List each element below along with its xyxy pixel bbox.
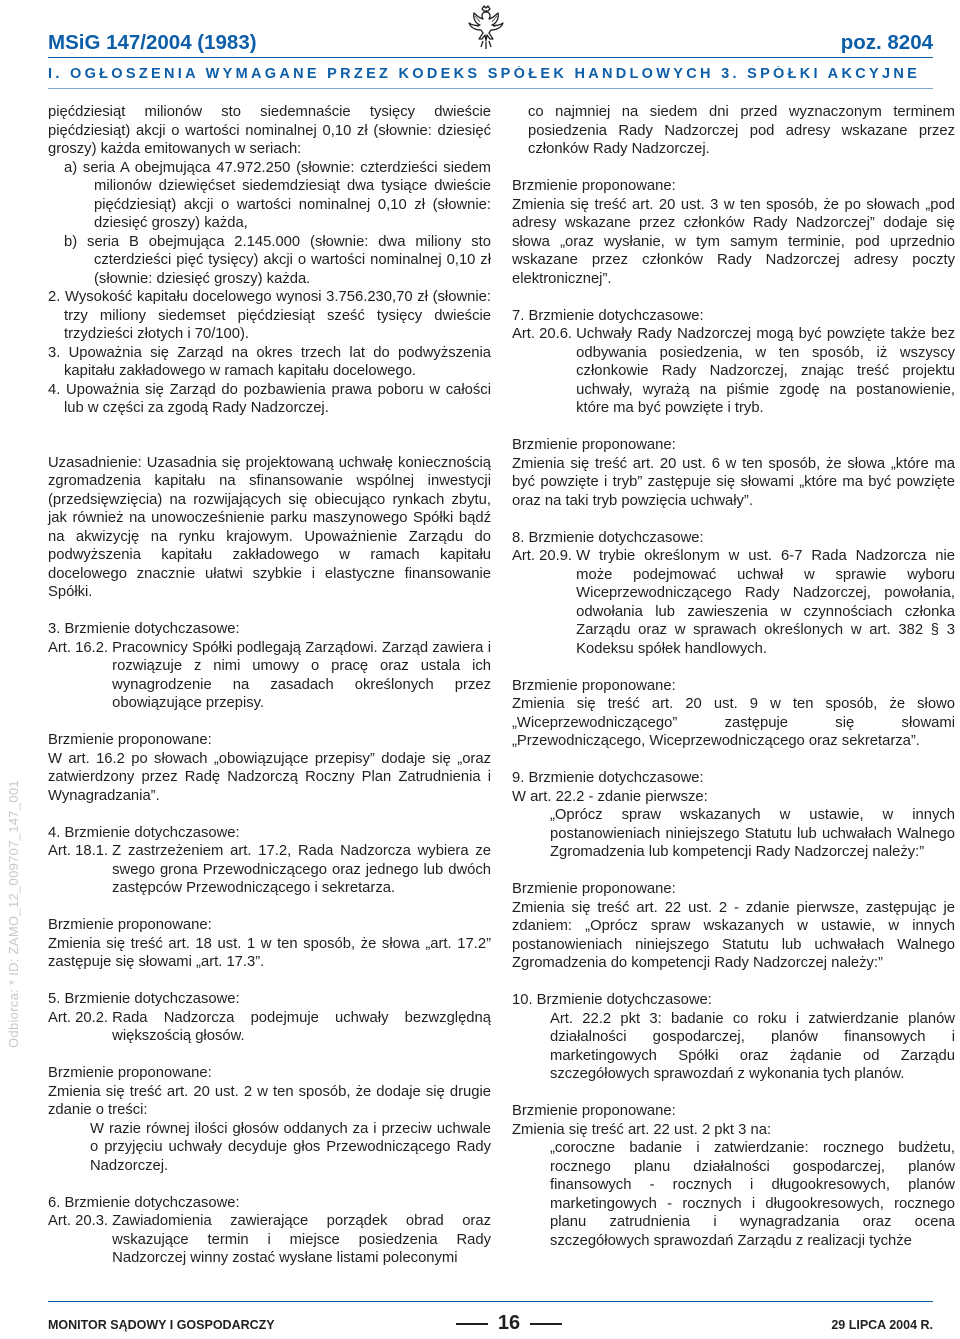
article-number: Art. 18.1.	[48, 843, 113, 859]
article-text: Rada Nadzorcza podejmuje uchwały bezwzględną większością głosów.	[112, 1009, 491, 1044]
proposal-text: Zmienia się treść art. 22 ust. 2 pkt 3 na:	[512, 1121, 772, 1138]
section-heading: 8. Brzmienie dotychczasowe:	[512, 529, 704, 546]
section-heading: 7. Brzmienie dotychczasowe:	[512, 307, 704, 324]
publication-name: MONITOR SĄDOWY I GOSPODARCZY	[48, 1318, 275, 1332]
proposal-heading: Brzmienie proponowane:	[512, 178, 676, 194]
proposal-heading: Brzmienie proponowane:	[48, 917, 212, 933]
article	[48, 842, 491, 898]
article-number: Art. 20.2.	[48, 1009, 113, 1026]
header-rule	[48, 57, 933, 58]
article-text: Zawiadomienia zawierające porządek obrad oraz wskazujące termin i miejsce posiedzenia Rady Nadzorczej winny zostać wysłane listami poleconymi	[112, 1213, 491, 1266]
list-item: b) seria B obejmująca 2.145.000 (słownie: dwa miliony sto czterdzieści pięć tysięcy) akcji o wartości nominalnej 0,10 zł (słownie: dziesięć groszy) każda.	[64, 233, 491, 287]
proposal-text: Zmienia się treść art. 18 ust. 1 w ten sposób, że słowa „art. 17.2” zastępuje się słowami „art. 17.3”.	[48, 935, 491, 970]
position-number: poz. 8204	[840, 31, 933, 54]
article-text: W trybie określonym w ust. 6-7 Rada Nadzorcza nie może podejmować uchwał w sprawie wyboru Wiceprzewodniczącego Rady Nadzorczej, powołania, odwołania lub zawieszenia w czynnościach członka Zarządu oraz w sprawach określonych w art. 382 § 3 Kodeksu spółek handlowych.	[576, 548, 955, 657]
article-text: Uchwały Rady Nadzorczej mogą być powzięte także bez odbywania posiedzenia, w ten sposób, iż wszyscy członkowie Rady Nadzorczej, znając treść projektu uchwały, wyrażą na piśmie zgodę na postanowienie, które ma być powzięte i tryb.	[576, 326, 955, 416]
proposal-heading: Brzmienie proponowane:	[512, 437, 676, 453]
justification-paragraph: Uzasadnienie: Uzasadnia się projektowaną uchwałę koniecznością zgromadzenia kapitału na sfinansowanie wspólnej inwestycji (przedsięwzięcia) na rozwijających się obiecująco rynkach zbytu, jak również na unowocześnienie parku maszynowego Spółki bądź na akwizycję na rynku krajowym. Upoważnienie Zarządu do podwyższenia kapitału zakładowego w ramach kapitału docelowego znacznie ułatwi szybkie i elastyczne finansowanie Spółki.	[48, 454, 491, 600]
proposal-text: W art. 16.2 po słowach „obowiązujące przepisy” dodaje się „oraz zatwierdzony przez Radę Nadzorczą Roczny Plan Zatrudnienia i Wynagradzania”.	[48, 750, 491, 804]
proposal-heading: Brzmienie proponowane:	[48, 1065, 212, 1081]
proposal-text: Zmienia się treść art. 20 ust. 6 w ten sposób, że słowa „które ma być powzięte i tryb” zastępuje się słowami „które ma być powzięte oraz na taki tryb powzięcia uchwały”.	[512, 455, 955, 509]
journal-issue: MSiG 147/2004 (1983)	[48, 31, 257, 54]
quoted-sentence: W razie równej ilości głosów oddanych za i przeciw uchwale o przyjęciu uchwały decyduje głos Przewodniczącego Rady Nadzorczej.	[90, 1120, 491, 1174]
article-text: Art. 22.2 pkt 3: badanie co roku i zatwierdzanie planów działalności gospodarczej, planów finansowych i marketingowych Spółki oraz żądanie od Zarządu szczegółowych sprawozdań z wykonania tych planów.	[550, 1010, 955, 1082]
list-item: 4. Upoważnia się Zarząd do pozbawienia prawa poboru w całości lub w części za zgodą Rady Nadzorczej.	[48, 381, 491, 416]
proposal-heading: Brzmienie proponowane:	[512, 881, 676, 897]
section-heading: 9. Brzmienie dotychczasowe:	[512, 770, 704, 786]
quoted-sentence: „coroczne badanie i zatwierdzanie: rocznego budżetu, rocznego planu działalności gospodarczej, planów finansowych - rocznych i długookresowych, planów marketingowych - rocznych i długookresowych, rocznego planu zatrudnienia i wynagradzania oraz ocena szczegółowych sprawozdań Zarządu z realizacji tychże	[550, 1140, 955, 1249]
article-text: Pracownicy Spółki podlegają Zarządowi. Zarząd zawiera i rozwiązuje z nimi umowy o pracę oraz ustala ich wynagrodzenie na zasadach określonych przez obowiązujące przepisy.	[112, 639, 491, 711]
article	[48, 1009, 491, 1046]
section-rule	[48, 88, 933, 89]
page-number-value: 16	[497, 1312, 521, 1334]
section-heading: 10. Brzmienie dotychczasowe:	[512, 992, 712, 1008]
proposal-text: Zmienia się treść art. 20 ust. 3 w ten sposób, że po słowach „pod adresy wskazane przez członków Rady Nadzorczej” dodaje się słowa „oraz wysłanie, w tym samym terminie, pod uprzednio wskazane przez członków Rady Nadzorczej adresy poczty elektronicznej”.	[512, 196, 955, 287]
article-number: Art. 16.2.	[48, 639, 113, 656]
quoted-sentence: „Oprócz spraw wskazanych w ustawie, w innych postanowieniach niniejszego Statutu lub uchwałach Walnego Zgromadzenia lub kompetencji Rady Nadzorczej należy:”	[550, 807, 955, 860]
proposal-heading: Brzmienie proponowane:	[512, 677, 676, 694]
article-number: Art. 20.3.	[48, 1213, 113, 1229]
article	[512, 547, 955, 658]
section-heading: 4. Brzmienie dotychczasowe:	[48, 824, 240, 841]
article-reference: W art. 22.2 - zdanie pierwsze:	[512, 788, 708, 805]
footer-rule	[48, 1301, 933, 1302]
list-item: 3. Upoważnia się Zarząd na okres trzech lat do podwyższenia kapitału zakładowego w ramach kapitału docelowego.	[48, 344, 491, 379]
recipient-watermark: Odbiorca: * ID: ZAMO_12_009707_147_001	[6, 780, 21, 1048]
article-number: Art. 20.9.	[512, 548, 577, 564]
proposal-text: Zmienia się treść art. 22 ust. 2 - zdanie pierwsze, zastępując je zdaniem: „Oprócz spraw wskazanych w ustawie, w innych postanowieniach niniejszego Statutu lub uchwałach Walnego Zgromadzenia do kompetencji Rady Nadzorczej należy:”	[512, 899, 955, 971]
section-heading: 5. Brzmienie dotychczasowe:	[48, 991, 240, 1007]
article	[512, 325, 955, 418]
proposal-text: Zmienia się treść art. 20 ust. 2 w ten sposób, że dodaje się drugie zdanie o treści:	[48, 1083, 491, 1118]
section-heading: 3. Brzmienie dotychczasowe:	[48, 621, 240, 637]
right-column	[512, 103, 955, 1250]
list-item: a) seria A obejmująca 47.972.250 (słownie: czterdzieści siedem milionów dziewięćset siedemdziesiąt dwa tysiące dwieście pięćdziesiąt) akcji o wartości nominalnej 0,10 zł (słownie: dziesięć groszy) każda,	[64, 159, 491, 231]
article-text: Z zastrzeżeniem art. 17.2, Rada Nadzorcza wybiera ze swego grona Przewodniczącego oraz jednego lub dwóch zastępców Przewodniczącego i sekretarza.	[112, 843, 491, 896]
proposal-text: Zmienia się treść art. 20 ust. 9 w ten sposób, że słowo „Wiceprzewodniczącego” zastępuje się słowami „Przewodniczącego, Wiceprzewodniczącego oraz sekretarza”.	[512, 696, 955, 749]
paragraph: co najmniej na siedem dni przed wyznaczonym terminem posiedzenia Rady Nadzorczej pod adresy wskazane przez członków Rady Nadzorczej.	[528, 104, 955, 157]
eagle-emblem-icon	[466, 5, 506, 51]
proposal-heading: Brzmienie proponowane:	[48, 732, 212, 748]
left-column	[48, 103, 491, 1268]
proposal-heading: Brzmienie proponowane:	[512, 1103, 676, 1119]
section-title: I. OGŁOSZENIA WYMAGANE PRZEZ KODEKS SPÓŁEK HANDLOWYCH 3. SPÓŁKI AKCYJNE	[48, 66, 921, 82]
section-heading: 6. Brzmienie dotychczasowe:	[48, 1194, 240, 1211]
article-number: Art. 20.6.	[512, 326, 577, 342]
page-number	[439, 1312, 579, 1335]
article	[48, 1212, 491, 1268]
article	[48, 639, 491, 713]
paragraph: pięćdziesiąt milionów sto siedemnaście tysięcy dwieście pięćdziesiąt) akcji o wartości nominalnej 0,10 zł (słownie: dziesięć groszy) każda emitowanych w seriach:	[48, 104, 491, 157]
list-item: 2. Wysokość kapitału docelowego wynosi 3.756.230,70 zł (słownie: trzy miliony siedemset pięćdziesiąt sześć tysięcy dwieście trzydzieści złotych i 70/100).	[48, 289, 491, 342]
publication-date: 29 LIPCA 2004 R.	[831, 1318, 933, 1332]
